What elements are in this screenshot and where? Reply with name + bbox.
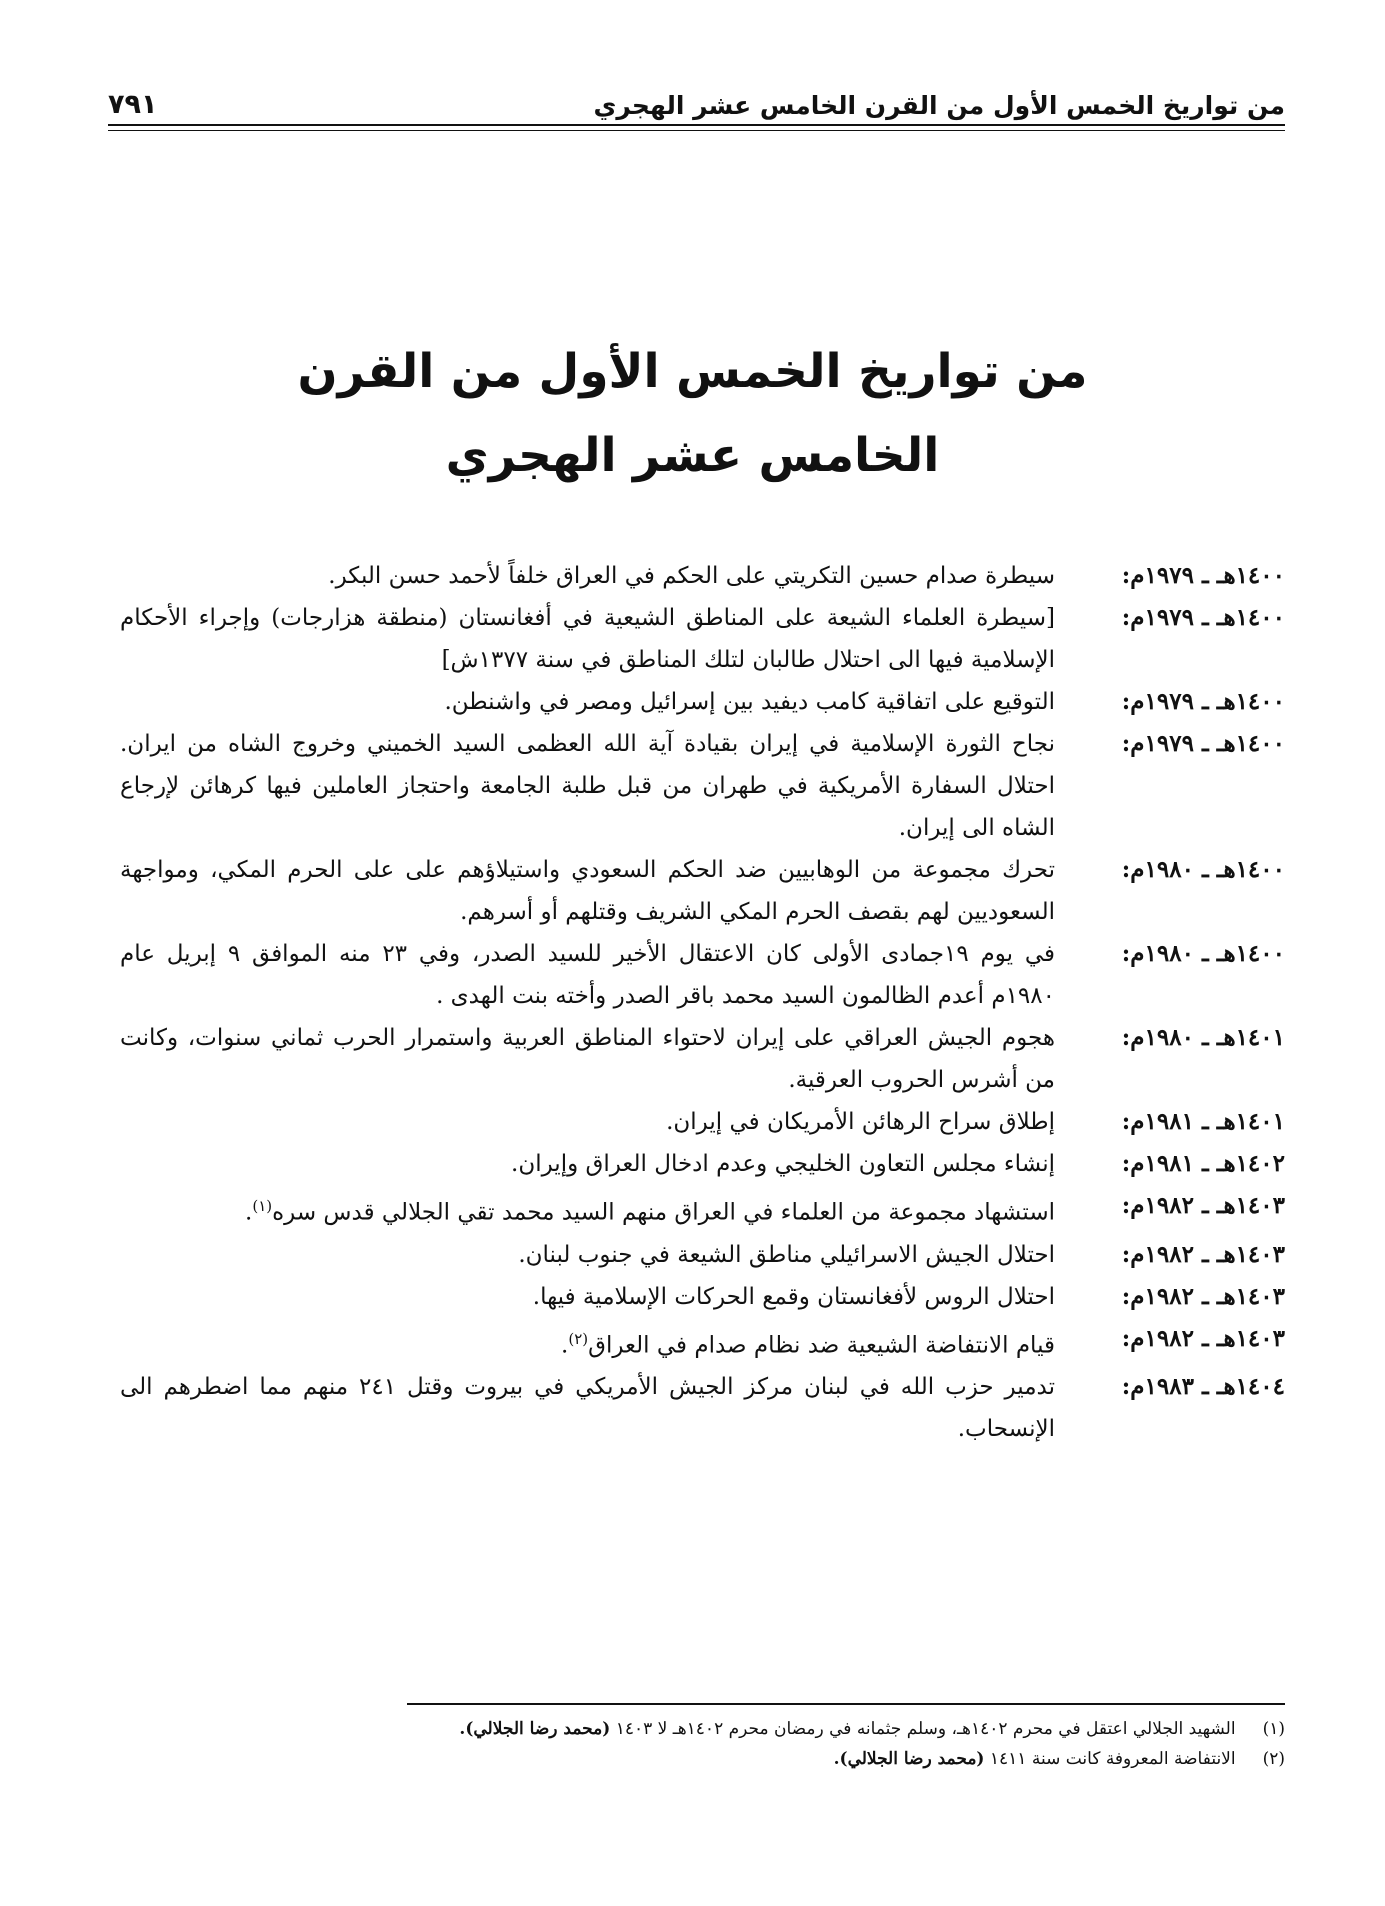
entry-text-tail: . [245, 1199, 253, 1226]
entry-date: ١٤٠٣هـ ـ ١٩٨٢م: [1121, 1324, 1285, 1352]
entry-text: سيطرة صدام حسين التكريتي على الحكم في العراق خلفاً لأحمد حسن البكر. [328, 563, 1055, 589]
timeline-entry [120, 681, 1285, 723]
footnote [130, 1744, 1285, 1774]
entry-date: ١٤٠١هـ ـ ١٩٨١م: [1121, 1108, 1285, 1135]
timeline-entry [120, 597, 1285, 681]
entry-text: احتلال الجيش الاسرائيلي مناطق الشيعة في جنوب لبنان. [518, 1241, 1055, 1268]
footnote-marker: (٢) [1262, 1749, 1285, 1769]
page-number: ٧٩١ [108, 89, 158, 120]
entry-text: نجاح الثورة الإسلامية في إيران بقيادة آية الله العظمى السيد الخميني وخروج الشاه من ايران. احتلال السفارة الأمريكية في طهران من قبل طلبة الجامعة واحتجاز العاملين فيها كرهائن لإرجاع الشاه الى إيران. [120, 731, 1055, 841]
footnote-ref[interactable]: (١) [252, 1197, 273, 1215]
entry-text: احتلال الروس لأفغانستان وقمع الحركات الإسلامية فيها. [532, 1283, 1055, 1310]
entry-text: إطلاق سراح الرهائن الأمريكان في إيران. [666, 1109, 1055, 1135]
chapter-title-line-1: من تواريخ الخمس الأول من القرن [297, 344, 1088, 399]
entry-text-tail: . [561, 1332, 569, 1359]
timeline-entry [120, 723, 1285, 849]
entry-text: التوقيع على اتفاقية كامب ديفيد بين إسرائيل ومصر في واشنطن. [444, 689, 1055, 715]
footnote-author: (محمد رضا الجلالي). [833, 1749, 985, 1769]
header-rule [108, 124, 1285, 131]
timeline-entry [120, 849, 1285, 933]
entry-text-main: استشهاد مجموعة من العلماء في العراق منهم السيد محمد تقي الجلالي قدس سره [272, 1199, 1055, 1226]
entry-text: [سيطرة العلماء الشيعة على المناطق الشيعية في أفغانستان (منطقة هزارجات) وإجراء الأحكام الإسلامية فيها الى احتلال طالبان لتلك المناطق في سنة ١٣٧٧ش] [120, 605, 1055, 673]
entry-date: ١٤٠٢هـ ـ ١٩٨١م: [1121, 1150, 1285, 1177]
running-header [108, 72, 1285, 118]
timeline-entry [120, 1017, 1285, 1101]
footnote-marker: (١) [1262, 1719, 1285, 1739]
timeline-list [120, 555, 1285, 1450]
timeline-entry [120, 933, 1285, 1017]
entry-date: ١٤٠١هـ ـ ١٩٨٠م: [1121, 1024, 1285, 1051]
entry-text: هجوم الجيش العراقي على إيران لاحتواء المناطق العربية واستمرار الحرب ثماني سنوات، وكانت من أشرس الحروب العرقية. [120, 1025, 1055, 1093]
running-title: من تواريخ الخمس الأول من القرن الخامس عشر الهجري [593, 91, 1285, 120]
footnote-ref[interactable]: (٢) [568, 1329, 589, 1348]
timeline-entry [120, 1143, 1285, 1185]
footnotes [130, 1714, 1285, 1774]
entry-text: تحرك مجموعة من الوهابيين ضد الحكم السعودي واستيلاؤهم على على الحرم المكي، ومواجهة السعوديين لهم بقصف الحرم المكي الشريف وقتلهم أو أسرهم. [120, 857, 1055, 925]
timeline-entry [120, 1318, 1285, 1367]
entry-text [120, 1318, 1055, 1367]
entry-date: ١٤٠٤هـ ـ ١٩٨٣م: [1121, 1373, 1285, 1401]
timeline-entry [120, 1185, 1285, 1234]
entry-date: ١٤٠٠هـ ـ ١٩٧٩م: [1121, 730, 1285, 757]
entry-text [120, 1185, 1055, 1234]
entry-date: ١٤٠٣هـ ـ ١٩٨٢م: [1121, 1240, 1285, 1268]
timeline-entry [120, 1101, 1285, 1143]
entry-text: في يوم ١٩جمادى الأولى كان الاعتقال الأخير للسيد الصدر، وفي ٢٣ منه الموافق ٩ إبريل عام ١٩٨٠م أعدم الظالمون السيد محمد باقر الصدر وأخته بنت الهدى . [120, 941, 1055, 1009]
entry-date: ١٤٠٠هـ ـ ١٩٧٩م: [1121, 604, 1285, 631]
entry-date: ١٤٠٠هـ ـ ١٩٧٩م: [1121, 688, 1285, 715]
chapter-title-line-2: الخامس عشر الهجري [445, 428, 940, 483]
timeline-entry [120, 1366, 1285, 1450]
entry-date: ١٤٠٠هـ ـ ١٩٨٠م: [1121, 856, 1285, 883]
entry-text: تدمير حزب الله في لبنان مركز الجيش الأمريكي في بيروت وقتل ٢٤١ منهم مما اضطرهم الى الإنسحاب. [120, 1374, 1055, 1443]
entry-date: ١٤٠٠هـ ـ ١٩٨٠م: [1121, 940, 1285, 967]
footnote [130, 1714, 1285, 1744]
footnote-divider [407, 1703, 1285, 1705]
timeline-entry [120, 555, 1285, 597]
entry-date: ١٤٠٣هـ ـ ١٩٨٢م: [1121, 1282, 1285, 1310]
footnote-text: الشهيد الجلالي اعتقل في محرم ١٤٠٢هـ، وسلم جثمانه في رمضان محرم ١٤٠٢هـ لا ١٤٠٣ [615, 1719, 1236, 1739]
entry-date: ١٤٠٠هـ ـ ١٩٧٩م: [1121, 562, 1285, 589]
entry-text-main: قيام الانتفاضة الشيعية ضد نظام صدام في العراق [588, 1332, 1055, 1359]
timeline-entry [120, 1276, 1285, 1318]
timeline-entry [120, 1234, 1285, 1276]
entry-date: ١٤٠٣هـ ـ ١٩٨٢م: [1121, 1192, 1285, 1219]
footnote-author: (محمد رضا الجلالي). [459, 1719, 611, 1739]
footnote-text: الانتفاضة المعروفة كانت سنة ١٤١١ [989, 1749, 1236, 1769]
entry-text: إنشاء مجلس التعاون الخليجي وعدم ادخال العراق وإيران. [511, 1151, 1055, 1177]
chapter-title [0, 330, 1385, 498]
